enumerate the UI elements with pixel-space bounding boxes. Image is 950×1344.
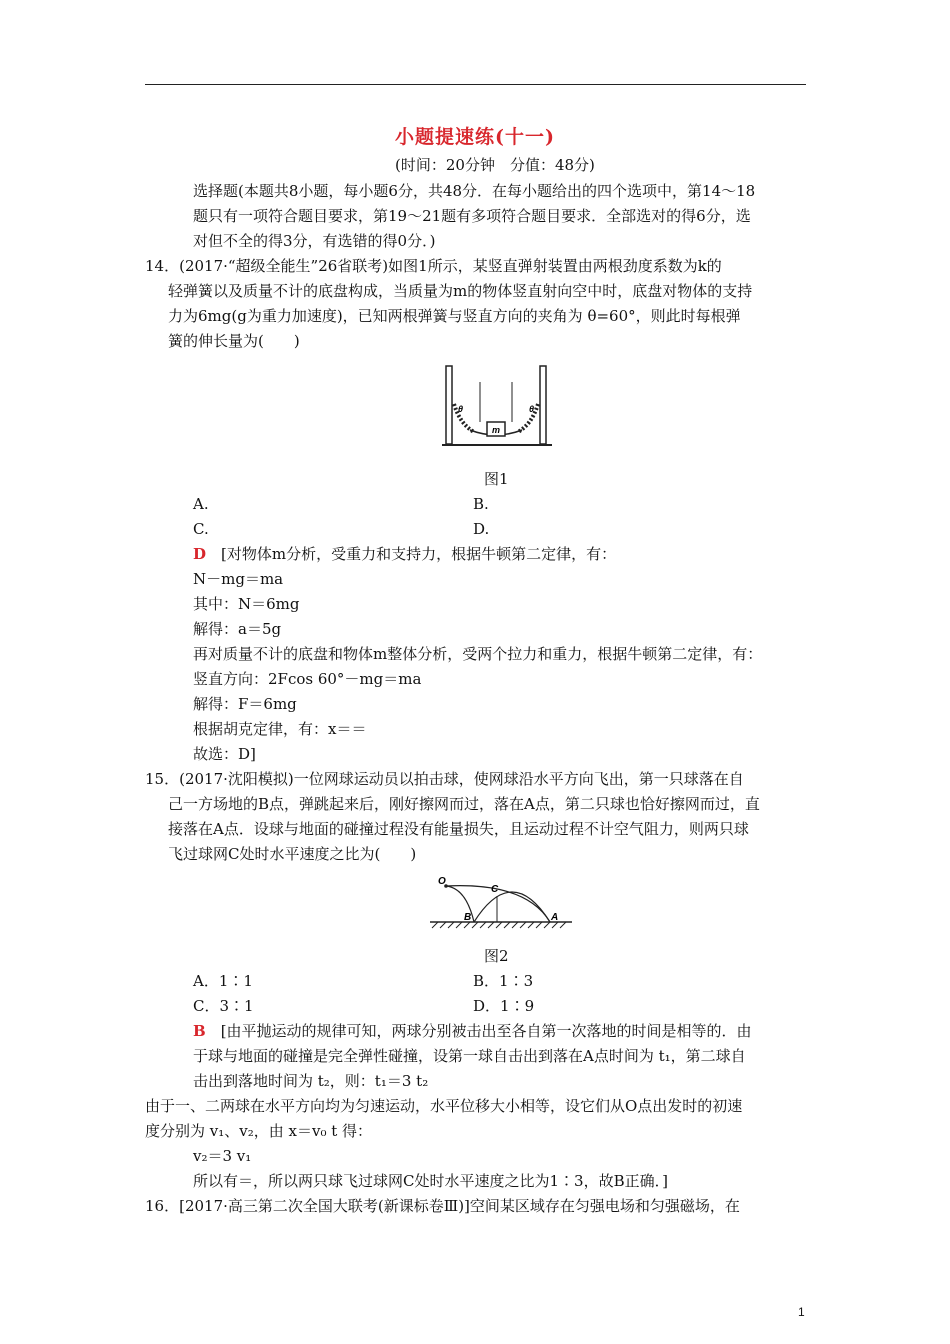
q15-stem-line: 15．(2017·沈阳模拟)一位网球运动员以拍击球，使网球沿水平方向飞出，第一只球落在自 [145,770,744,788]
time-score-note: (时间：20分钟 分值：48分) [395,156,595,174]
page-number: 1 [798,1305,805,1319]
q15-answer: B [193,1022,206,1040]
q15-option-c: C．3∶1 [193,997,254,1015]
figure-2-tennis-trajectory [426,872,576,934]
q14-stem-line: 14．(2017·“超级全能生”26省联考)如图1所示，某竖直弹射装置由两根劲度系数为k的 [145,257,722,275]
q14-option-d: D. [473,520,490,538]
q15-option-b: B．1∶3 [473,972,534,990]
point-a-label: A [551,912,559,923]
q14-solution-line: 根据胡克定律，有：x＝＝ [193,720,367,738]
angle-label-left: θ [458,404,464,414]
page-title: 小题提速练(十一) [395,126,555,148]
q15-option-a: A．1∶1 [193,972,253,990]
q15-stem-line: 飞过球网C处时水平速度之比为( ) [168,845,417,863]
q15-solution-line: 度分别为 v₁、v₂，由 x＝v₀ t 得： [145,1122,373,1140]
q15-solution-line: B [由平抛运动的规律可知，两球分别被击出至各自第一次落地的时间是相等的．由 [193,1022,752,1040]
q14-solution-line: 解得：F＝6mg [193,695,297,713]
q14-option-b: B. [473,495,489,513]
q15-solution-line: 于球与地面的碰撞是完全弹性碰撞，设第一球自击出到落在A点时间为 t₁，第二球自 [193,1047,746,1065]
q14-stem-line: 力为6mg(g为重力加速度)，已知两根弹簧与竖直方向的夹角为 θ=60°，则此时每根弹 [168,307,741,325]
point-o-label: O [438,876,446,887]
q15-option-d: D．1∶9 [473,997,535,1015]
q14-answer: D [193,545,207,563]
q15-solution-line: 所以有＝，所以两只球飞过球网C处时水平速度之比为1∶3，故B正确．] [193,1172,668,1190]
point-b-label: B [464,912,472,923]
q14-solution-line: N－mg＝ma [193,570,284,588]
q14-solution-line: 解得：a＝5g [193,620,282,638]
q15-stem-line: 接落在A点．设球与地面的碰撞过程没有能量损失，且运动过程不计空气阻力，则两只球 [168,820,749,838]
point-c-label: C [491,884,499,895]
q16-stem-line: 16．[2017·高三第二次全国大联考(新课标卷Ⅲ)]空间某区域存在匀强电场和匀强磁场，在 [145,1197,740,1215]
intro-line: 题只有一项符合题目要求，第19～21题有多项符合题目要求．全部选对的得6分，选 [193,207,751,225]
q14-solution-line: 故选：D] [193,745,256,763]
q14-stem-line: 簧的伸长量为( ) [168,332,300,350]
q14-solution-line: D [对物体m分析，受重力和支持力，根据牛顿第二定律，有： [193,545,617,563]
q15-solution-line: 由于一、二两球在水平方向均为匀速运动，水平位移大小相等，设它们从O点出发时的初速 [145,1097,743,1115]
q15-stem-line: 己一方场地的B点，弹跳起来后，刚好擦网而过，落在A点，第二只球也恰好擦网而过，直 [168,795,760,813]
q15-solution-line: v₂＝3 v₁ [193,1147,252,1165]
q14-option-a: A. [193,495,209,513]
q14-option-c: C. [193,520,209,538]
mass-label: m [491,425,501,435]
q14-solution-line: 其中：N＝6mg [193,595,300,613]
q15-solution-line: 击出到落地时间为 t₂，则：t₁＝3 t₂ [193,1072,429,1090]
angle-label-right: θ [529,404,535,414]
header-rule [145,84,806,85]
q14-solution-line: 再对质量不计的底盘和物体m整体分析，受两个拉力和重力，根据牛顿第二定律，有： [193,645,763,663]
intro-line: 选择题(本题共8小题，每小题6分，共48分．在每小题给出的四个选项中，第14～18 [193,182,756,200]
figure-2-caption: 图2 [484,947,509,965]
intro-line: 对但不全的得3分，有选错的得0分．) [193,232,436,250]
q14-stem-line: 轻弹簧以及质量不计的底盘构成，当质量为m的物体竖直射向空中时，底盘对物体的支持 [168,282,753,300]
figure-1-caption: 图1 [484,470,509,488]
figure-1-spring-launcher [440,362,554,452]
q14-solution-line: 竖直方向：2Fcos 60°－mg＝ma [193,670,422,688]
